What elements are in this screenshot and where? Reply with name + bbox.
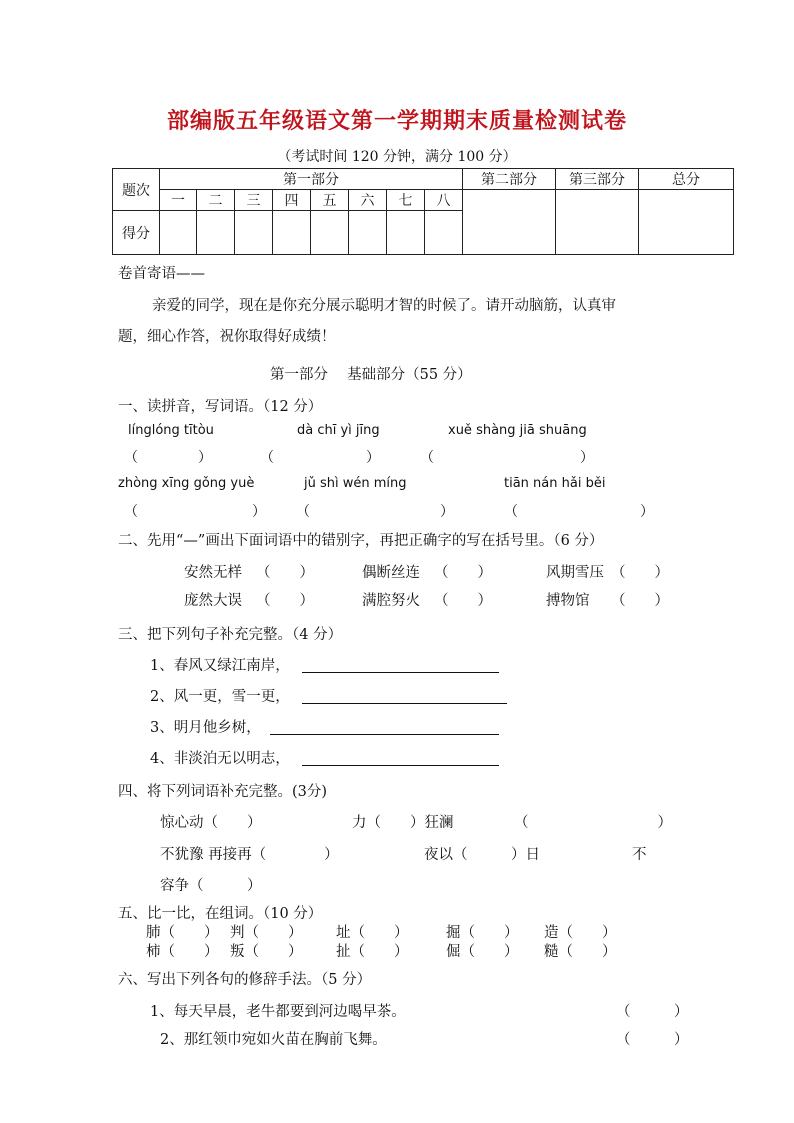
answer-blank[interactable]: （ ）	[616, 1004, 689, 1020]
poem-prompt: 2、风一更，雪一更，	[150, 689, 290, 705]
section-cell: 四	[273, 190, 311, 211]
intro-line-2: 题，细心作答，祝你取得好成绩！	[118, 329, 336, 345]
part1-header: 第一部分	[160, 169, 463, 190]
compare-item[interactable]: 倔（ ）	[446, 944, 519, 960]
score-table	[112, 168, 734, 255]
section-cell: 七	[387, 190, 425, 211]
typo-word: 满腔努火	[362, 593, 420, 609]
compare-item[interactable]: 判（ ）	[230, 925, 303, 941]
q5-heading: 五、比一比，在组词。（10 分）	[118, 906, 323, 922]
typo-word: 安然无样	[184, 565, 242, 581]
answer-blank[interactable]: （ ）	[616, 1032, 689, 1048]
answer-paren-open: （	[420, 450, 434, 466]
poem-prompt: 3、明月他乡树，	[150, 720, 261, 736]
answer-blank[interactable]: （ ）	[434, 565, 492, 581]
answer-blank[interactable]: （ ）	[256, 565, 314, 581]
answer-paren-open: （	[504, 504, 518, 520]
answer-paren-open: （	[296, 504, 310, 520]
total-score-cell[interactable]	[639, 190, 734, 255]
answer-line[interactable]	[302, 656, 499, 673]
answer-paren-close: ）	[366, 450, 380, 466]
intro-line-1: 亲爱的同学，现在是你充分展示聪明才智的时候了。请开动脑筋，认真审	[152, 298, 616, 314]
idiom-item[interactable]: 力（ ）狂澜	[352, 815, 454, 831]
part3-header: 第三部分	[556, 169, 639, 190]
typo-word: 庞然大误	[184, 593, 242, 609]
answer-paren-open: （	[260, 450, 274, 466]
idiom-item[interactable]: 容争（ ）	[160, 878, 262, 894]
compare-item[interactable]: 肺（ ）	[146, 925, 219, 941]
typo-word: 风期雪压	[546, 565, 604, 581]
answer-line[interactable]	[302, 749, 499, 766]
q1-heading: 一、读拼音，写词语。（12 分）	[118, 399, 323, 415]
score-cell[interactable]	[425, 211, 463, 255]
part2-header: 第二部分	[463, 169, 556, 190]
compare-item[interactable]: 糙（ ）	[544, 944, 617, 960]
exam-info: （考试时间 120 分钟，满分 100 分）	[277, 149, 517, 165]
compare-item[interactable]: 址（ ）	[336, 925, 409, 941]
page-title: 部编版五年级语文第一学期期末质量检测试卷	[166, 108, 627, 134]
score-cell[interactable]	[235, 211, 273, 255]
pinyin: dà chī yì jīng	[297, 423, 380, 438]
intro-heading: 卷首寄语——	[118, 266, 205, 282]
section-cell: 二	[197, 190, 235, 211]
answer-blank[interactable]: （ ）	[434, 593, 492, 609]
answer-paren-close: ）	[640, 504, 654, 520]
section-cell: 六	[349, 190, 387, 211]
score-cell[interactable]	[160, 211, 197, 255]
score-cell[interactable]	[349, 211, 387, 255]
answer-paren-close: ）	[198, 450, 212, 466]
idiom-item: 不	[632, 847, 647, 863]
pinyin: xuě shàng jiā shuāng	[448, 423, 587, 438]
typo-word: 搏物馆	[546, 593, 590, 609]
compare-item[interactable]: 掘（ ）	[446, 925, 519, 941]
score-cell[interactable]	[273, 211, 311, 255]
rhetoric-sentence: 2、那红领巾宛如火苗在胸前飞舞。	[160, 1032, 387, 1048]
pinyin: línglóng tītòu	[128, 423, 214, 438]
part2-score-cell[interactable]	[463, 190, 556, 255]
part3-score-cell[interactable]	[556, 190, 639, 255]
rhetoric-sentence: 1、每天早晨，老牛都要到河边喝早茶。	[150, 1004, 406, 1020]
idiom-item[interactable]: （ ）	[514, 815, 678, 831]
q2-heading: 二、先用“—”画出下面词语中的错别字，再把正确字的写在括号里。（6 分）	[118, 533, 604, 549]
poem-prompt: 4、非淡泊无以明志，	[150, 751, 290, 767]
answer-line[interactable]	[270, 718, 499, 735]
poem-prompt: 1、春风又绿江南岸，	[150, 658, 290, 674]
answer-paren-close: ）	[580, 450, 594, 466]
typo-word: 偶断丝连	[362, 565, 420, 581]
answer-line[interactable]	[302, 687, 507, 704]
compare-item[interactable]: 叛（ ）	[230, 944, 303, 960]
score-cell[interactable]	[197, 211, 235, 255]
answer-blank[interactable]: （ ）	[611, 593, 669, 609]
pinyin: jǔ shì wén míng	[304, 476, 407, 491]
answer-paren-close: ）	[440, 504, 454, 520]
total-header: 总分	[639, 169, 734, 190]
idiom-item[interactable]: 夜以（ ）日	[424, 847, 540, 863]
q6-heading: 六、写出下列各句的修辞手法。（5 分）	[118, 972, 372, 988]
answer-blank[interactable]: （ ）	[611, 565, 669, 581]
q3-heading: 三、把下列句子补充完整。（4 分）	[118, 627, 343, 643]
compare-item[interactable]: 造（ ）	[544, 925, 617, 941]
idiom-item[interactable]: 惊心动（ ）	[160, 815, 262, 831]
compare-item[interactable]: 柿（ ）	[146, 944, 219, 960]
pinyin: tiān nán hǎi běi	[504, 476, 606, 491]
section-cell: 三	[235, 190, 273, 211]
score-cell[interactable]	[311, 211, 349, 255]
answer-blank[interactable]: （ ）	[256, 593, 314, 609]
score-cell[interactable]	[387, 211, 425, 255]
compare-item[interactable]: 扯（ ）	[336, 944, 409, 960]
answer-paren-open: （	[124, 504, 138, 520]
answer-paren-close: ）	[252, 504, 266, 520]
section-cell: 五	[311, 190, 349, 211]
answer-paren-open: （	[124, 450, 138, 466]
idiom-item[interactable]: 不犹豫 再接再（ ）	[160, 847, 339, 863]
row-label-score: 得分	[113, 211, 160, 255]
section-cell: 一	[160, 190, 197, 211]
row-label-section: 题次	[113, 169, 160, 211]
part1-heading: 第一部分 基础部分（55 分）	[270, 367, 472, 383]
pinyin: zhòng xīng gǒng yuè	[118, 476, 255, 491]
section-cell: 八	[425, 190, 463, 211]
q4-heading: 四、将下列词语补充完整。(3分)	[118, 784, 328, 800]
